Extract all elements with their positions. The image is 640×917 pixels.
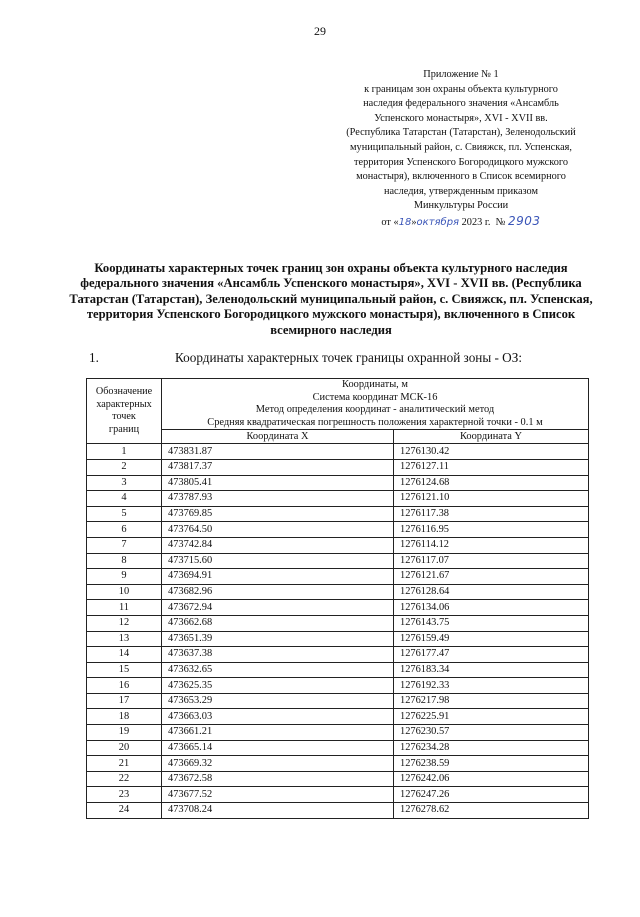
table-row (87, 693, 589, 709)
order-date-line (318, 214, 604, 231)
section-number: 1. (89, 350, 99, 365)
table-row (87, 725, 589, 741)
coord-y-cell: 1276230.57 (394, 725, 589, 741)
header-left-line: границ (108, 423, 140, 435)
order-number-prefix: № (495, 216, 506, 228)
table-row (87, 491, 589, 507)
point-number-cell: 9 (87, 569, 162, 585)
table-row (87, 787, 589, 803)
section-heading (89, 350, 609, 366)
coord-y-cell: 1276117.07 (394, 553, 589, 569)
coord-y-cell: 1276177.47 (394, 647, 589, 663)
coord-x-cell: 473764.50 (162, 522, 394, 538)
coord-y-cell: 1276130.42 (394, 444, 589, 460)
table-row (87, 803, 589, 819)
point-number-cell: 21 (87, 756, 162, 772)
order-number-handwritten: 2903 (508, 213, 541, 228)
coord-x-cell: 473694.91 (162, 569, 394, 585)
header-point-designation (87, 379, 162, 444)
appendix-line: Приложение № 1 (423, 69, 499, 80)
coord-x-cell: 473787.93 (162, 491, 394, 507)
coord-y-cell: 1276217.98 (394, 693, 589, 709)
appendix-line: монастыря), включенного в Список всемирного (356, 171, 566, 183)
coord-x-cell: 473672.58 (162, 771, 394, 787)
date-mid: » (411, 216, 417, 228)
appendix-line: к границам зон охраны объекта культурного (364, 83, 558, 95)
point-number-cell: 14 (87, 647, 162, 663)
coord-x-cell: 473661.21 (162, 725, 394, 741)
appendix-line: (Республика Татарстан (Татарстан), Зеленодольский (346, 127, 576, 139)
header-right-line: Система координат МСК-16 (312, 391, 438, 403)
appendix-line: муниципальный район, с. Свияжск, пл. Успенская, (350, 141, 572, 153)
coord-x-cell: 473805.41 (162, 475, 394, 491)
coord-y-cell: 1276117.38 (394, 506, 589, 522)
page-number: 29 (314, 24, 326, 38)
document-title: Координаты характерных точек границ зон охраны объекта культурного наследия федерального значения «Ансамбль Успенского монастыря», XVI - XVII вв. (Республика Татарстан (Татарстан), Зеленодольский муниципальный район, с. Свияжск, пл. Успенская, территория Успенского Богородицкого мужского монастыря), включенного в Список всемирного наследия (69, 261, 593, 337)
coord-y-cell: 1276242.06 (394, 771, 589, 787)
appendix-line: Минкультуры России (413, 200, 509, 212)
point-number-cell: 8 (87, 553, 162, 569)
table-row (87, 600, 589, 616)
coord-y-cell: 1276183.34 (394, 662, 589, 678)
coord-x-cell: 473742.84 (162, 537, 394, 553)
point-number-cell: 16 (87, 678, 162, 694)
table-row (87, 662, 589, 678)
point-number-cell: 20 (87, 740, 162, 756)
table-row (87, 522, 589, 538)
header-right-line: Средняя квадратическая погрешность положения характерной точки - 0.1 м (207, 416, 543, 428)
header-left-line: характерных (96, 398, 152, 410)
coord-y-cell: 1276128.64 (394, 584, 589, 600)
coord-x-cell: 473653.29 (162, 693, 394, 709)
table-body (87, 444, 589, 818)
coord-y-cell: 1276192.33 (394, 678, 589, 694)
point-number-cell: 1 (87, 444, 162, 460)
header-coord-x: Координата X (162, 430, 394, 444)
coord-x-cell: 473665.14 (162, 740, 394, 756)
coord-x-cell: 473672.94 (162, 600, 394, 616)
point-number-cell: 6 (87, 522, 162, 538)
coord-x-cell: 473715.60 (162, 553, 394, 569)
point-number-cell: 11 (87, 600, 162, 616)
coord-x-cell: 473663.03 (162, 709, 394, 725)
coord-x-cell: 473831.87 (162, 444, 394, 460)
coord-y-cell: 1276121.10 (394, 491, 589, 507)
coord-y-cell: 1276278.62 (394, 803, 589, 819)
point-number-cell: 15 (87, 662, 162, 678)
header-coordinates (162, 379, 589, 430)
coord-y-cell: 1276116.95 (394, 522, 589, 538)
coord-x-cell: 473682.96 (162, 584, 394, 600)
appendix-block (318, 68, 604, 231)
coord-y-cell: 1276134.06 (394, 600, 589, 616)
coord-x-cell: 473817.37 (162, 459, 394, 475)
header-right-line: Метод определения координат - аналитический метод (255, 404, 495, 416)
table-row (87, 553, 589, 569)
appendix-line: наследия федерального значения «Ансамбль (363, 98, 559, 110)
coord-x-cell: 473769.85 (162, 506, 394, 522)
table-row (87, 678, 589, 694)
header-coord-y: Координата Y (394, 430, 589, 444)
point-number-cell: 19 (87, 725, 162, 741)
coord-y-cell: 1276124.68 (394, 475, 589, 491)
table-row (87, 740, 589, 756)
table-row (87, 506, 589, 522)
point-number-cell: 2 (87, 459, 162, 475)
coord-x-cell: 473708.24 (162, 803, 394, 819)
table-row (87, 709, 589, 725)
table-row (87, 459, 589, 475)
point-number-cell: 7 (87, 537, 162, 553)
date-month-handwritten: октября (416, 216, 460, 228)
table-row (87, 537, 589, 553)
point-number-cell: 24 (87, 803, 162, 819)
section-heading-text: Координаты характерных точек границы охранной зоны - ОЗ: (175, 350, 522, 365)
point-number-cell: 4 (87, 491, 162, 507)
appendix-line: территория Успенского Богородицкого мужского (354, 156, 568, 168)
table-row (87, 444, 589, 460)
table-row (87, 475, 589, 491)
table-row (87, 615, 589, 631)
header-left-line: точек (112, 411, 136, 423)
coord-y-cell: 1276159.49 (394, 631, 589, 647)
date-prefix: от « (381, 216, 399, 228)
header-right-line: Координаты, м (342, 379, 408, 390)
coord-x-cell: 473662.68 (162, 615, 394, 631)
coord-y-cell: 1276247.26 (394, 787, 589, 803)
coord-x-cell: 473651.39 (162, 631, 394, 647)
table-row (87, 569, 589, 585)
point-number-cell: 17 (87, 693, 162, 709)
point-number-cell: 13 (87, 631, 162, 647)
date-year: 2023 г. (459, 216, 491, 228)
table-row (87, 584, 589, 600)
coord-y-cell: 1276234.28 (394, 740, 589, 756)
coord-y-cell: 1276127.11 (394, 459, 589, 475)
coord-y-cell: 1276225.91 (394, 709, 589, 725)
appendix-line: наследия, утвержденным приказом (383, 185, 539, 197)
point-number-cell: 18 (87, 709, 162, 725)
coord-y-cell: 1276143.75 (394, 615, 589, 631)
table-row (87, 647, 589, 663)
coord-x-cell: 473669.32 (162, 756, 394, 772)
coord-y-cell: 1276238.59 (394, 756, 589, 772)
coord-y-cell: 1276114.12 (394, 537, 589, 553)
point-number-cell: 23 (87, 787, 162, 803)
coord-x-cell: 473677.52 (162, 787, 394, 803)
coord-x-cell: 473637.38 (162, 647, 394, 663)
table-row (87, 756, 589, 772)
coordinates-table (86, 378, 589, 819)
point-number-cell: 12 (87, 615, 162, 631)
point-number-cell: 5 (87, 506, 162, 522)
coord-x-cell: 473632.65 (162, 662, 394, 678)
coord-y-cell: 1276121.67 (394, 569, 589, 585)
table-row (87, 631, 589, 647)
appendix-line: Успенского монастыря», XVI - XVII вв. (374, 112, 548, 124)
coord-x-cell: 473625.35 (162, 678, 394, 694)
point-number-cell: 3 (87, 475, 162, 491)
point-number-cell: 10 (87, 584, 162, 600)
date-day-handwritten: 18 (398, 216, 412, 228)
table-row (87, 771, 589, 787)
point-number-cell: 22 (87, 771, 162, 787)
header-left-line: Обозначение (95, 386, 153, 398)
